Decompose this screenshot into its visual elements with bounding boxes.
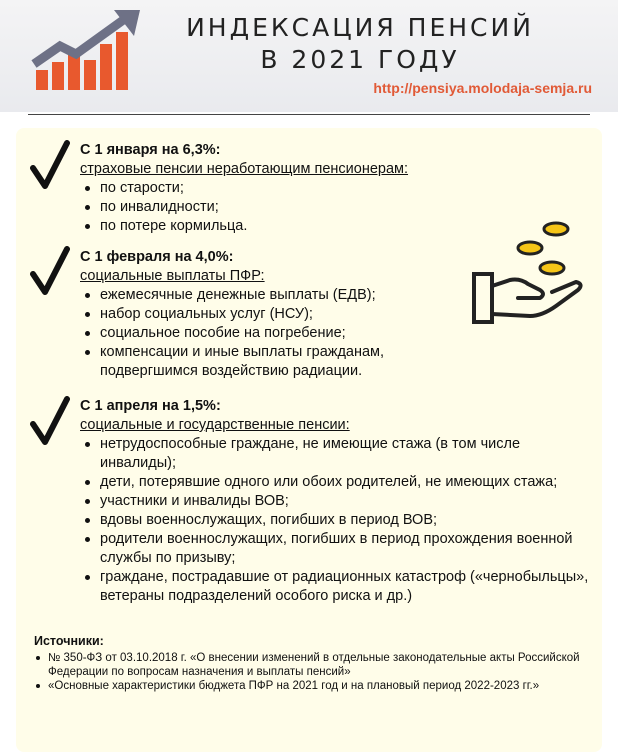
check-mark-icon [30, 396, 70, 448]
page-title-line2: В 2021 ГОДУ [260, 45, 460, 74]
check-mark-icon [30, 140, 70, 192]
section-april [80, 397, 590, 606]
source-item: № 350-ФЗ от 03.10.2018 г. «О внесении изменений в отдельные законодательные акты Российской Федерации по вопросам назначения и выплаты пенсий» [34, 651, 604, 679]
section-list [80, 435, 590, 606]
section-list [80, 286, 450, 381]
list-item: граждане, пострадавшие от радиационных катастроф («чернобыльцы», ветераны подразделений особого риска и др.) [80, 568, 590, 606]
header [0, 0, 618, 112]
check-mark-icon [30, 246, 70, 298]
section-subtitle: социальные выплаты ПФР: [80, 268, 265, 284]
list-item: по старости; [80, 179, 470, 198]
section-heading: С 1 февраля на 4,0%: [80, 249, 234, 265]
growth-chart-icon [30, 10, 142, 90]
list-item: вдовы военнослужащих, погибших в период ВОВ; [80, 511, 590, 530]
list-item: ежемесячные денежные выплаты (ЕДВ); [80, 286, 450, 305]
list-item: по инвалидности; [80, 198, 470, 217]
section-list [80, 179, 470, 236]
section-january [80, 141, 470, 236]
site-url-link[interactable]: http://pensiya.molodaja-semja.ru [373, 80, 592, 96]
sources-heading: Источники: [34, 634, 104, 648]
hand-with-coins-icon [470, 218, 588, 328]
sources-block [34, 634, 604, 693]
list-item: компенсации и иные выплаты гражданам, подвергшимся воздействию радиации. [80, 343, 450, 381]
divider [28, 114, 590, 115]
list-item: участники и инвалиды ВОВ; [80, 492, 590, 511]
section-subtitle: социальные и государственные пенсии: [80, 417, 350, 433]
list-item: нетрудоспособные граждане, не имеющие стажа (в том числе инвалиды); [80, 435, 590, 473]
section-heading: С 1 января на 6,3%: [80, 142, 221, 158]
list-item: набор социальных услуг (НСУ); [80, 305, 450, 324]
source-item: «Основные характеристики бюджета ПФР на 2021 год и на плановый период 2022-2023 гг.» [34, 679, 604, 693]
list-item: по потере кормильца. [80, 217, 470, 236]
list-item: социальное пособие на погребение; [80, 324, 450, 343]
page-title-line1: ИНДЕКСАЦИЯ ПЕНСИЙ [186, 13, 534, 42]
list-item: родители военнослужащих, погибших в период прохождения военной службы по призыву; [80, 530, 590, 568]
section-heading: С 1 апреля на 1,5%: [80, 398, 221, 414]
section-february [80, 248, 450, 381]
section-subtitle: страховые пенсии неработающим пенсионерам: [80, 161, 409, 177]
sources-list [34, 651, 604, 693]
list-item: дети, потерявшие одного или обоих родителей, не имеющих стажа; [80, 473, 590, 492]
